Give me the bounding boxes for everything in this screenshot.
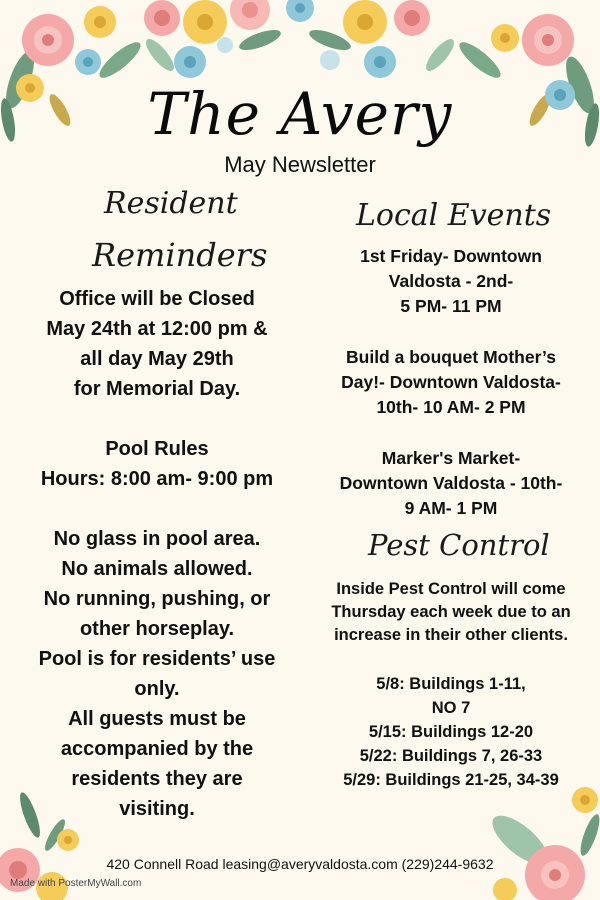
rule-line: All guests must be xyxy=(68,708,246,730)
event-markers-market xyxy=(306,446,596,521)
event-line: Downtown Valdosta - 10th- xyxy=(339,473,563,493)
office-line: all day May 29th xyxy=(80,348,234,370)
pest-schedule xyxy=(306,672,596,792)
rule-line: No running, pushing, or xyxy=(43,588,271,610)
schedule-line: 5/22: Buildings 7, 26-33 xyxy=(359,747,543,765)
postermywall-credit: Made with PosterMyWall.com xyxy=(10,878,142,889)
event-line: 1st Friday- Downtown xyxy=(360,246,542,266)
office-closure-notice xyxy=(18,284,296,404)
event-build-a-bouquet xyxy=(306,345,596,420)
pool-rules-section xyxy=(18,434,296,494)
office-line: for Memorial Day. xyxy=(73,378,241,400)
event-line: Build a bouquet Mother’s xyxy=(346,347,556,367)
resident-heading: Resident xyxy=(104,186,238,221)
pool-rules-list xyxy=(18,524,296,824)
bottom-right-floral xyxy=(485,787,600,900)
office-line: Office will be Closed xyxy=(59,288,255,310)
event-line: 5 PM- 11 PM xyxy=(400,296,502,316)
rule-line: residents they are xyxy=(71,768,243,790)
reminders-heading: Reminders xyxy=(92,236,268,274)
schedule-line: 5/29: Buildings 21-25, 34-39 xyxy=(343,771,559,789)
schedule-line: 5/8: Buildings 1-11, xyxy=(376,675,526,693)
pest-control-notice xyxy=(306,578,596,647)
newsletter-title: The Avery xyxy=(147,80,453,148)
schedule-line: NO 7 xyxy=(431,699,471,717)
contact-footer: 420 Connell Road leasing@averyvaldosta.com (229)244-9632 xyxy=(106,856,494,872)
pool-rules-title: Pool Rules xyxy=(105,438,209,460)
schedule-line: 5/15: Buildings 12-20 xyxy=(368,723,534,741)
pool-hours: Hours: 8:00 am- 9:00 pm xyxy=(40,468,274,490)
office-line: May 24th at 12:00 pm & xyxy=(46,318,268,340)
rule-line: No animals allowed. xyxy=(61,558,253,580)
pest-control-heading: Pest Control xyxy=(368,528,550,562)
pest-line: Thursday each week due to an xyxy=(331,603,571,621)
newsletter-subtitle: May Newsletter xyxy=(224,152,376,177)
event-line: Valdosta - 2nd- xyxy=(388,271,514,291)
event-line: Day!- Downtown Valdosta- xyxy=(341,372,561,392)
event-line: 9 AM- 1 PM xyxy=(404,498,498,518)
rule-line: Pool is for residents’ use xyxy=(38,648,276,670)
rule-line: visiting. xyxy=(119,798,195,820)
rule-line: only. xyxy=(134,678,180,700)
rule-line: other horseplay. xyxy=(79,618,235,640)
local-events-heading: Local Events xyxy=(356,198,552,233)
rule-line: accompanied by the xyxy=(60,738,254,760)
pest-line: Inside Pest Control will come xyxy=(336,580,566,598)
event-first-friday xyxy=(306,244,596,319)
event-line: Marker's Market- xyxy=(381,448,521,468)
pest-line: increase in their other clients. xyxy=(334,626,568,644)
event-line: 10th- 10 AM- 2 PM xyxy=(376,397,526,417)
rule-line: No glass in pool area. xyxy=(53,528,261,550)
